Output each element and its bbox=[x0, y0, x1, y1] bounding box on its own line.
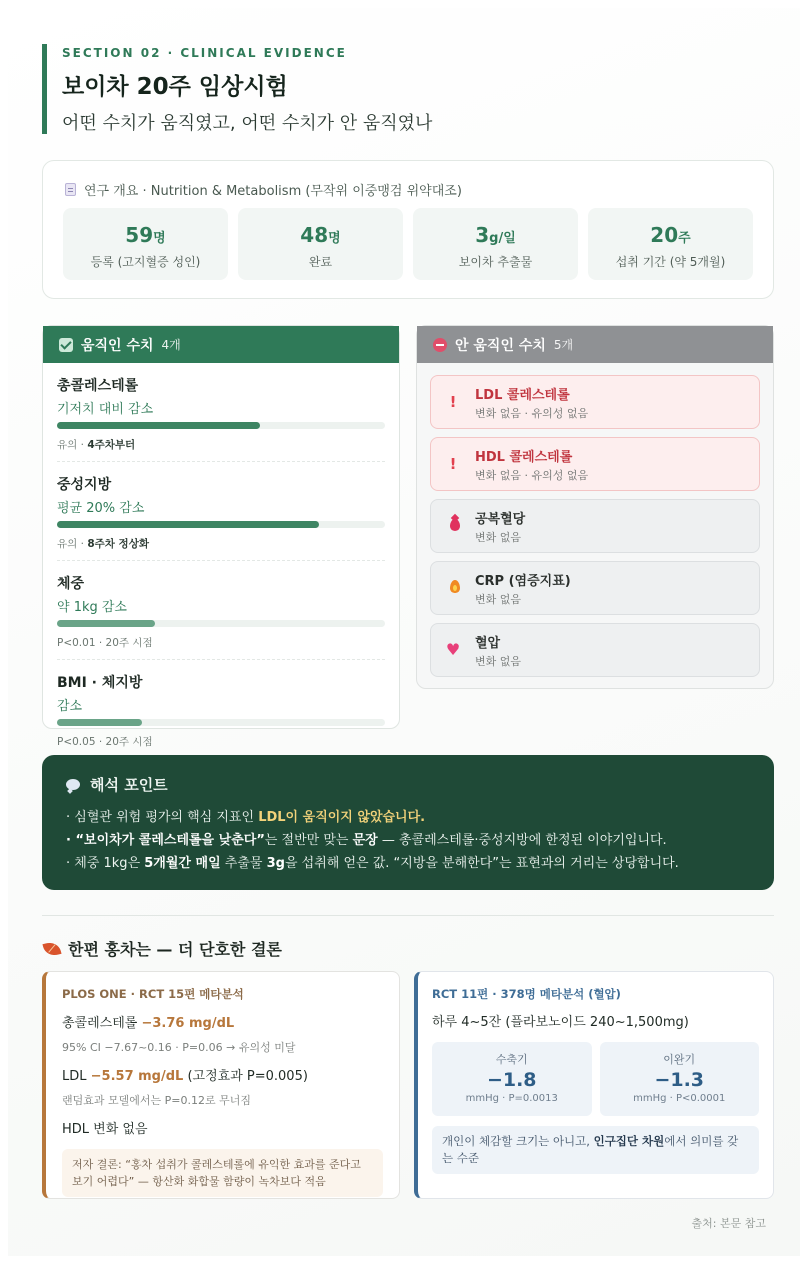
row-label: 총콜레스테롤 bbox=[62, 1016, 142, 1031]
metric-item bbox=[57, 462, 385, 561]
metric-note: P<0.01 · 20주 시점 bbox=[57, 637, 153, 649]
note-prefix: 유의 · bbox=[57, 538, 88, 550]
interpretation-line-3 bbox=[66, 852, 679, 875]
bold-text: 문장 bbox=[352, 833, 378, 848]
author-conclusion: 저자 결론: “홍차 섭취가 콜레스테롤에 유익한 효과를 준다고 보기 어렵다” — 항산화 화합물 함량이 녹차보다 적음 bbox=[62, 1149, 383, 1197]
stat-value: 48 bbox=[300, 223, 329, 247]
note-bold: 4주차부터 bbox=[87, 439, 136, 451]
metric-bar bbox=[57, 422, 385, 429]
metric-note bbox=[57, 536, 385, 551]
section-header bbox=[42, 44, 742, 134]
systolic-stat bbox=[432, 1042, 592, 1116]
metric-change: 약 1kg 감소 bbox=[57, 600, 127, 615]
section-divider bbox=[42, 915, 774, 916]
interpretation-line-1 bbox=[66, 806, 679, 829]
stat-unit: g/일 bbox=[489, 231, 516, 246]
metric-name: 체중 bbox=[57, 576, 85, 592]
metric-change: 기저치 대비 감소 bbox=[57, 402, 154, 417]
text: 을 섭취해 얻은 값. “지방을 분해한다”는 표현과의 거리는 상당합니다. bbox=[284, 856, 679, 871]
row-value: −5.57 mg/dL bbox=[90, 1069, 184, 1084]
unchanged-item bbox=[430, 561, 760, 615]
moved-list bbox=[43, 363, 399, 758]
stat-value: 3 bbox=[475, 223, 490, 247]
metric-note: P<0.05 · 20주 시점 bbox=[57, 736, 153, 748]
stat-value: 20 bbox=[650, 223, 679, 247]
stat-label: 섭취 기간 (약 5개월) bbox=[615, 255, 726, 269]
unchanged-panel-header bbox=[417, 326, 773, 363]
metric-name: 총콜레스테롤 bbox=[57, 378, 139, 394]
row-suffix: (고정효과 P=0.005) bbox=[183, 1069, 308, 1084]
bp-value: −1.8 bbox=[486, 1069, 537, 1091]
unchanged-count: 5개 bbox=[553, 338, 574, 352]
metric-bar bbox=[57, 620, 385, 627]
metric-bar-fill bbox=[57, 422, 260, 429]
unchanged-name: 공복혈당 bbox=[475, 511, 526, 527]
overview-heading-text: 연구 개요 · Nutrition & Metabolism (무작위 이중맹검 위약대조) bbox=[84, 184, 462, 199]
bp-value: −1.3 bbox=[654, 1069, 705, 1091]
stat-label: 보이차 추출물 bbox=[458, 255, 533, 269]
page bbox=[8, 8, 800, 1256]
note-prefix: 유의 · bbox=[57, 439, 88, 451]
diastolic-stat bbox=[600, 1042, 760, 1116]
stat-value: 59 bbox=[125, 223, 154, 247]
metric-change: 감소 bbox=[57, 699, 83, 714]
hdl-row: HDL 변화 없음 bbox=[62, 1122, 148, 1137]
row-value: −3.76 mg/dL bbox=[141, 1016, 235, 1031]
card-tag: PLOS ONE · RCT 15편 메타분석 bbox=[62, 987, 244, 1001]
metric-name: BMI · 체지방 bbox=[57, 675, 143, 691]
stat-unit: 명 bbox=[153, 231, 166, 246]
unchanged-desc: 변화 없음 bbox=[475, 592, 522, 606]
stat-unit: 주 bbox=[678, 231, 691, 246]
stat-label: 등록 (고지혈증 성인) bbox=[90, 255, 201, 269]
row-label: LDL bbox=[62, 1069, 91, 1084]
blood-pressure-meta-analysis-card bbox=[414, 971, 774, 1199]
interpretation-box bbox=[42, 755, 774, 890]
document-icon bbox=[65, 183, 76, 196]
confidence-interval: 95% CI −7.67~0.16 · P=0.06 → 유의성 미달 bbox=[62, 1041, 296, 1054]
unchanged-panel-title: 안 움직인 수치 bbox=[455, 337, 546, 354]
metric-item bbox=[57, 561, 385, 660]
unchanged-item bbox=[430, 623, 760, 677]
overview-heading bbox=[65, 180, 462, 199]
black-tea-heading-text: 한편 홍차는 — 더 단호한 결론 bbox=[68, 940, 282, 959]
metric-item bbox=[57, 660, 385, 758]
bp-label: 수축기 bbox=[495, 1053, 528, 1066]
cholesterol-meta-analysis-card bbox=[42, 971, 400, 1199]
unchanged-desc: 변화 없음 · 유의성 없음 bbox=[475, 468, 589, 482]
stat-enrolled bbox=[63, 208, 228, 280]
leaf-icon bbox=[42, 940, 61, 958]
black-tea-heading bbox=[44, 937, 282, 960]
metric-name: 중성지방 bbox=[57, 477, 112, 493]
stat-label: 완료 bbox=[308, 255, 333, 269]
unchanged-name: HDL 콜레스테롤 bbox=[475, 449, 573, 465]
note-bold: 8주차 정상화 bbox=[87, 538, 149, 550]
unchanged-name: CRP (염증지표) bbox=[475, 573, 571, 589]
unchanged-name: 혈압 bbox=[475, 635, 501, 651]
unchanged-item bbox=[430, 375, 760, 429]
text: · 체중 1kg은 bbox=[66, 856, 145, 871]
bold-text: 3g bbox=[266, 856, 285, 871]
moved-metrics-panel bbox=[42, 325, 400, 748]
metric-bar bbox=[57, 719, 385, 726]
minus-circle-icon bbox=[433, 338, 447, 352]
stat-unit: 명 bbox=[328, 231, 341, 246]
unchanged-desc: 변화 없음 · 유의성 없음 bbox=[475, 406, 589, 420]
card-tag: RCT 11편 · 378명 메타분석 (혈압) bbox=[432, 987, 621, 1001]
metric-item bbox=[57, 363, 385, 462]
bp-note bbox=[432, 1126, 759, 1174]
stat-dose bbox=[413, 208, 578, 280]
fire-icon bbox=[445, 579, 461, 597]
exclamation-icon: ! bbox=[449, 393, 457, 411]
text: · 심혈관 위험 평가의 핵심 지표인 bbox=[66, 810, 259, 825]
page-title: 보이차 20주 임상시험 bbox=[62, 74, 288, 100]
bold-text: 인구집단 차원 bbox=[593, 1134, 665, 1148]
exclamation-icon: ! bbox=[449, 455, 457, 473]
metric-bar bbox=[57, 521, 385, 528]
interpretation-lines bbox=[66, 806, 679, 875]
highlight-text: LDL이 움직이지 않았습니다. bbox=[258, 810, 426, 825]
unchanged-item bbox=[430, 499, 760, 553]
metric-bar-fill bbox=[57, 620, 155, 627]
metric-bar-fill bbox=[57, 719, 142, 726]
section-eyebrow: SECTION 02 · CLINICAL EVIDENCE bbox=[62, 46, 347, 60]
study-overview-card bbox=[42, 160, 774, 299]
check-icon bbox=[59, 338, 73, 352]
moved-count: 4개 bbox=[161, 338, 181, 352]
heart-icon: ♥ bbox=[445, 640, 461, 659]
page-subtitle: 어떤 수치가 움직였고, 어떤 수치가 안 움직였나 bbox=[62, 113, 433, 134]
stat-duration bbox=[588, 208, 753, 280]
total-cholesterol-row bbox=[62, 1012, 383, 1031]
unchanged-list bbox=[417, 363, 773, 677]
moved-panel-title: 움직인 수치 bbox=[81, 337, 154, 354]
metric-bar-fill bbox=[57, 521, 319, 528]
bp-label: 이완기 bbox=[663, 1053, 696, 1066]
text: — 총콜레스테롤·중성지방에 한정된 이야기입니다. bbox=[377, 833, 667, 848]
moved-panel-header bbox=[43, 326, 399, 363]
unchanged-metrics-panel bbox=[416, 325, 774, 689]
unchanged-item bbox=[430, 437, 760, 491]
unchanged-name: LDL 콜레스테롤 bbox=[475, 387, 570, 403]
ldl-sub: 랜덤효과 모델에서는 P=0.12로 무너짐 bbox=[62, 1094, 251, 1107]
speech-bubble-icon bbox=[66, 779, 80, 790]
interpretation-heading-text: 해석 포인트 bbox=[90, 776, 168, 794]
metric-note bbox=[57, 437, 385, 452]
text: 는 절반만 맞는 bbox=[264, 833, 353, 848]
blood-drop-icon bbox=[445, 517, 461, 535]
overview-stats bbox=[63, 208, 753, 280]
dose-text: 하루 4~5잔 (플라보노이드 240~1,500mg) bbox=[432, 1015, 689, 1030]
text: 에서 의미를 갖는 수준 bbox=[442, 1134, 739, 1165]
ldl-row bbox=[62, 1065, 383, 1084]
bold-text: 5개월간 매일 bbox=[144, 856, 221, 871]
bp-meta: mmHg · P=0.0013 bbox=[465, 1093, 558, 1104]
bp-stats bbox=[432, 1042, 759, 1116]
interpretation-heading bbox=[66, 774, 168, 795]
bp-meta: mmHg · P<0.0001 bbox=[633, 1093, 726, 1104]
bold-text: · “보이차가 콜레스테롤을 낮춘다” bbox=[66, 833, 265, 848]
metric-change: 평균 20% 감소 bbox=[57, 501, 145, 516]
text: 개인이 체감할 크기는 아니고, bbox=[442, 1134, 594, 1148]
stat-completed bbox=[238, 208, 403, 280]
interpretation-line-2 bbox=[66, 829, 679, 852]
source-note: 출처: 본문 참고 bbox=[691, 1217, 766, 1230]
unchanged-desc: 변화 없음 bbox=[475, 530, 522, 544]
unchanged-desc: 변화 없음 bbox=[475, 654, 522, 668]
text: 추출물 bbox=[220, 856, 267, 871]
